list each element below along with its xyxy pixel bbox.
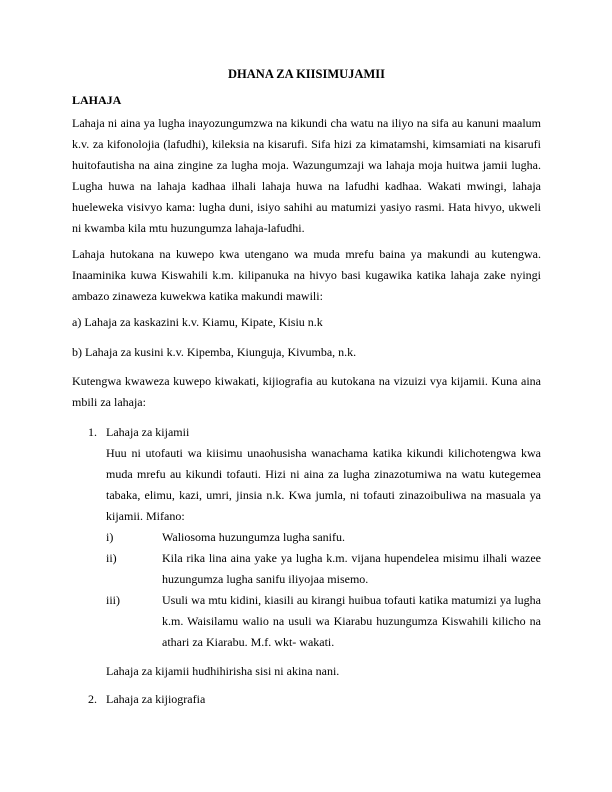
list-item-2-number: 2. — [88, 692, 97, 706]
list-item-1-description: Huu ni utofauti wa kiisimu unaohusisha wanachama katika kikundi kilichotengwa kwa muda mrefu au kikundi tofauti. Hizi ni aina za lugha zinazotumiwa na watu kutegemea tabaka, elimu, kazi, umri, jinsia n.k. Kwa jumla, ni tofauti zinazoibuliwa na masuala ya kijamii. Mifano: — [106, 446, 541, 523]
list-item-social-dialects — [72, 422, 541, 682]
roman-item-ii — [106, 548, 541, 590]
roman-item-iii-text: Usuli wa mtu kidini, kiasili au kirangi huibua tofauti katika matumizi ya lugha k.m. Waisilamu walio na usuli wa Kiarabu huzungumza Kiswahili kilicho na athari za Kiarabu. M.f. wkt- wakati. — [162, 593, 541, 649]
roman-item-iii-marker: iii) — [106, 593, 120, 607]
list-item-geographical-dialects — [72, 689, 541, 710]
line-northern-dialects: a) Lahaja za kaskazini k.v. Kiamu, Kipate, Kisiu n.k — [72, 315, 323, 329]
list-item-1-number: 1. — [88, 425, 97, 439]
roman-item-i-text: Waliosoma huzungumza lugha sanifu. — [162, 530, 345, 544]
paragraph-dialect-definition: Lahaja ni aina ya lugha inayozungumzwa na kikundi cha watu na iliyo na sifa au kanuni maalum k.v. za kifonolojia (lafudhi), kileksia na kisarufi. Sifa hizi za kimatamshi, kimsamiati na kisarufi huitofautisha na aina zingine za lugha moja. Wazungumzaji wa lahaja moja huitwa jamii lugha. Lugha huwa na lahaja kadhaa ilhali lahaja huwa na lafudhi kadhaa. Wakati mwingi, lahaja hueleweka visivyo kama: lugha duni, isiyo sahihi au matumizi yasiyo rasmi. Hata hivyo, ukweli ni kwamba kila mtu huzungumza lahaja-lafudhi. — [72, 116, 541, 235]
roman-item-iii — [106, 590, 541, 653]
line-southern-dialects: b) Lahaja za kusini k.v. Kipemba, Kiunguja, Kivumba, n.k. — [72, 345, 357, 359]
document-title: DHANA ZA KIISIMUJAMII — [228, 67, 385, 81]
dialect-types-list — [72, 422, 541, 710]
list-item-1-closing: Lahaja za kijamii hudhihirisha sisi ni akina nani. — [106, 664, 340, 678]
paragraph-separation-types: Kutengwa kwaweza kuwepo kiwakati, kijiografia au kutokana na vizuizi vya kijamii. Kuna aina mbili za lahaja: — [72, 374, 541, 409]
roman-item-ii-marker: ii) — [106, 551, 117, 565]
paragraph-dialect-origin: Lahaja hutokana na kuwepo kwa utengano wa muda mrefu baina ya makundi au kutengwa. Inaaminika kuwa Kiswahili k.m. kilipanuka na hivyo basi kugawika katika lahaja zake nyingi ambazo zinaweza kuwekwa katika makundi mawili: — [72, 247, 541, 303]
roman-item-i-marker: i) — [106, 530, 114, 544]
list-item-2-title: Lahaja za kijiografia — [106, 692, 206, 706]
list-item-1-title: Lahaja za kijamii — [106, 425, 190, 439]
roman-item-ii-text: Kila rika lina aina yake ya lugha k.m. vijana hupendelea misimu ilhali wazee huzungumza lugha sanifu iliyojaa misemo. — [162, 551, 541, 586]
section-heading-lahaja: LAHAJA — [72, 93, 122, 107]
roman-item-i — [106, 527, 541, 548]
social-dialect-examples-list — [106, 527, 541, 653]
